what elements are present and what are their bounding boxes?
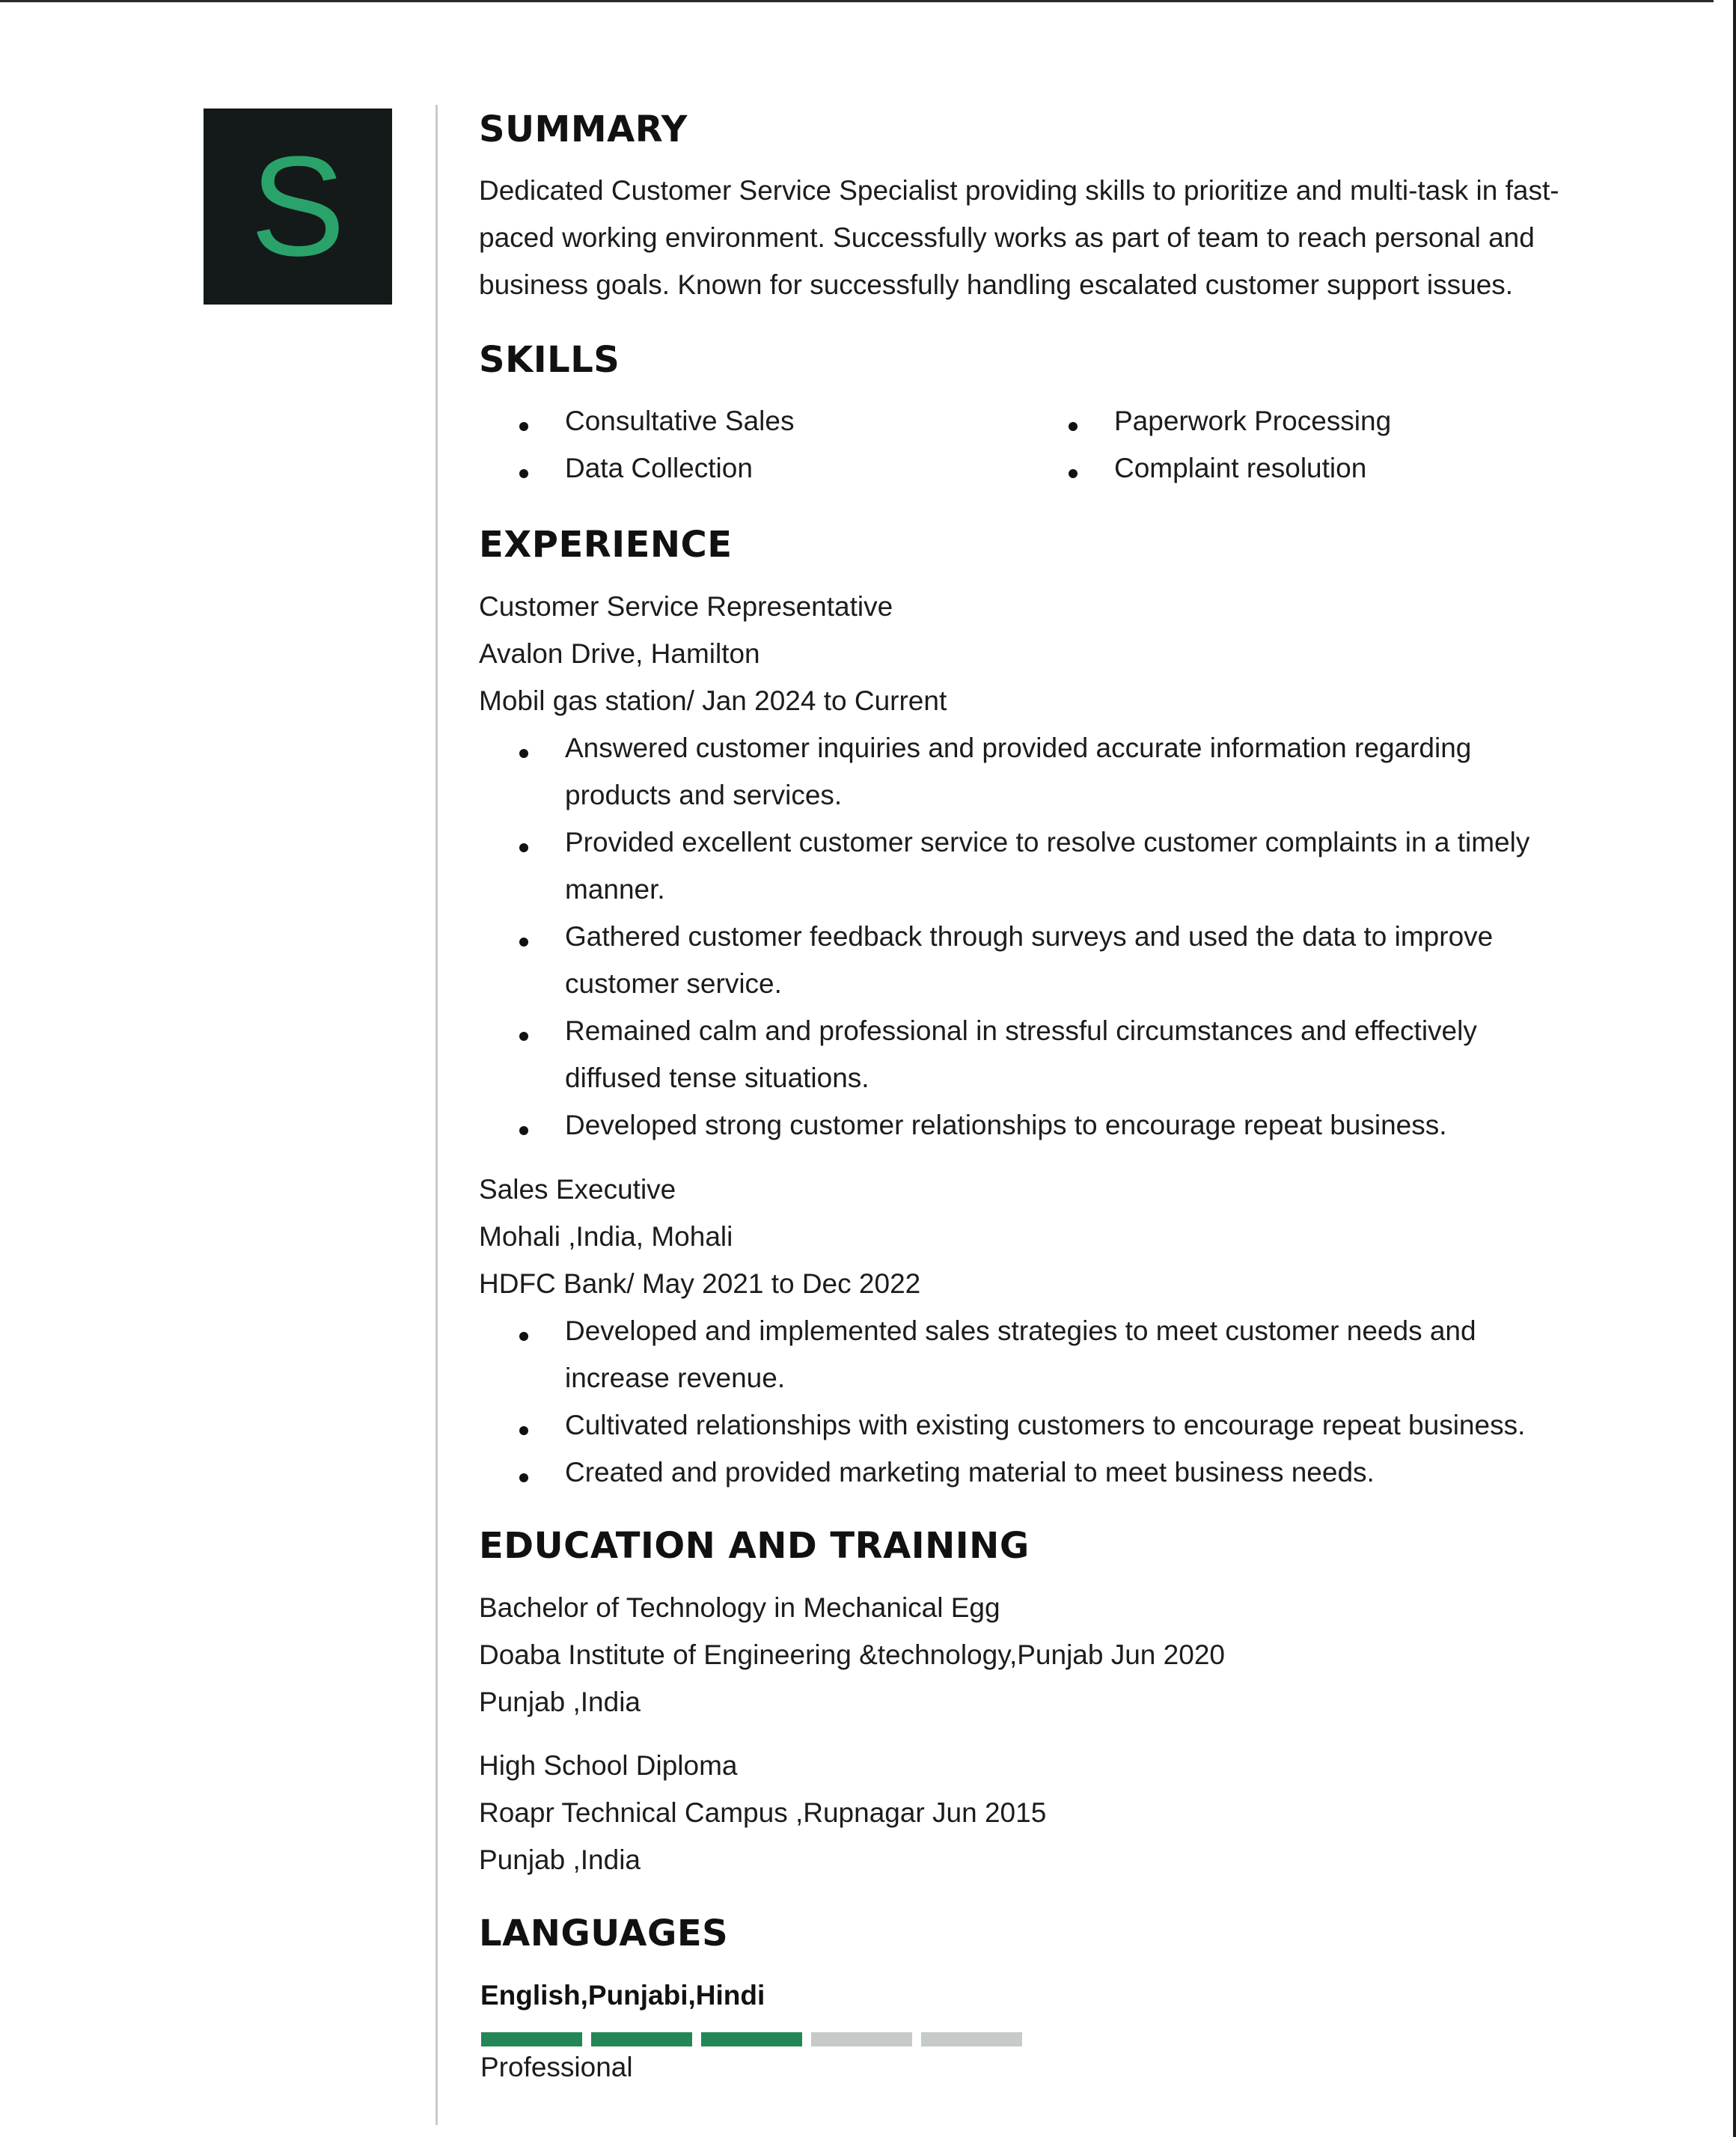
job-bullet-line: diffused tense situations. bbox=[565, 1063, 869, 1093]
education-place: Punjab ,India bbox=[479, 1844, 641, 1875]
job-location: Mohali ,India, Mohali bbox=[479, 1221, 733, 1252]
language-names: English,Punjabi,Hindi bbox=[480, 1980, 765, 2011]
monogram-logo bbox=[204, 108, 392, 305]
bullet-dot bbox=[519, 938, 528, 947]
education-degree: High School Diploma bbox=[479, 1750, 738, 1781]
job-title: Customer Service Representative bbox=[479, 591, 893, 622]
bullet-dot bbox=[1069, 469, 1078, 478]
summary-line: paced working environment. Successfully works as part of team to reach personal and bbox=[479, 222, 1535, 253]
job-bullet-line: Developed and implemented sales strategies to meet customer needs and bbox=[565, 1315, 1476, 1346]
level-segment-empty bbox=[811, 2032, 912, 2046]
job-bullet-line: customer service. bbox=[565, 968, 782, 999]
summary-heading: SUMMARY bbox=[479, 108, 688, 150]
bullet-dot bbox=[519, 1126, 528, 1135]
level-segment-filled bbox=[591, 2032, 692, 2046]
bullet-dot bbox=[519, 1032, 528, 1041]
education-place: Punjab ,India bbox=[479, 1687, 641, 1717]
job-bullet-line: products and services. bbox=[565, 780, 843, 810]
education-heading: EDUCATION AND TRAINING bbox=[479, 1525, 1030, 1567]
skill-item: Consultative Sales bbox=[565, 406, 795, 436]
education-school: Roapr Technical Campus ,Rupnagar Jun 2015 bbox=[479, 1797, 1047, 1828]
skill-item: Data Collection bbox=[565, 453, 753, 483]
job-location: Avalon Drive, Hamilton bbox=[479, 638, 760, 669]
job-bullet-line: Gathered customer feedback through surveys and used the data to improve bbox=[565, 921, 1494, 952]
job-bullet-line: Remained calm and professional in stressful circumstances and effectively bbox=[565, 1015, 1477, 1046]
job-bullet-line: Developed strong customer relationships to encourage repeat business. bbox=[565, 1110, 1447, 1140]
level-segment-filled bbox=[701, 2032, 802, 2046]
bullet-dot bbox=[519, 1473, 528, 1482]
bullet-dot bbox=[519, 422, 528, 431]
job-bullet-line: Created and provided marketing material to meet business needs. bbox=[565, 1457, 1375, 1488]
skill-item: Paperwork Processing bbox=[1114, 406, 1392, 436]
education-school: Doaba Institute of Engineering &technology,Punjab Jun 2020 bbox=[479, 1639, 1225, 1670]
languages-heading: LANGUAGES bbox=[479, 1913, 729, 1954]
job-title: Sales Executive bbox=[479, 1174, 676, 1205]
bullet-dot bbox=[1069, 422, 1078, 431]
column-divider bbox=[435, 105, 438, 2125]
bullet-dot bbox=[519, 1426, 528, 1435]
job-bullet-line: manner. bbox=[565, 874, 665, 905]
job-bullet-line: Cultivated relationships with existing customers to encourage repeat business. bbox=[565, 1410, 1526, 1440]
skill-item: Complaint resolution bbox=[1114, 453, 1367, 483]
level-segment-filled bbox=[481, 2032, 582, 2046]
job-company-dates: HDFC Bank/ May 2021 to Dec 2022 bbox=[479, 1268, 921, 1299]
scan-edge-right bbox=[1733, 0, 1736, 2137]
skills-heading: SKILLS bbox=[479, 339, 620, 381]
job-company-dates: Mobil gas station/ Jan 2024 to Current bbox=[479, 685, 947, 716]
bullet-dot bbox=[519, 843, 528, 852]
bullet-dot bbox=[519, 749, 528, 758]
job-bullet-line: increase revenue. bbox=[565, 1363, 786, 1393]
job-bullet-line: Provided excellent customer service to resolve customer complaints in a timely bbox=[565, 827, 1530, 857]
language-level-label: Professional bbox=[480, 2052, 633, 2082]
bullet-dot bbox=[519, 1332, 528, 1341]
summary-line: Dedicated Customer Service Specialist providing skills to prioritize and multi-task in fast- bbox=[479, 175, 1559, 206]
job-bullet-line: Answered customer inquiries and provided accurate information regarding bbox=[565, 733, 1472, 763]
level-segment-empty bbox=[921, 2032, 1022, 2046]
sidebar bbox=[0, 0, 434, 2137]
bullet-dot bbox=[519, 469, 528, 478]
monogram-letter: S bbox=[250, 127, 346, 286]
experience-heading: EXPERIENCE bbox=[479, 524, 733, 566]
summary-line: business goals. Known for successfully handling escalated customer support issues. bbox=[479, 269, 1514, 300]
education-degree: Bachelor of Technology in Mechanical Egg bbox=[479, 1592, 1000, 1623]
